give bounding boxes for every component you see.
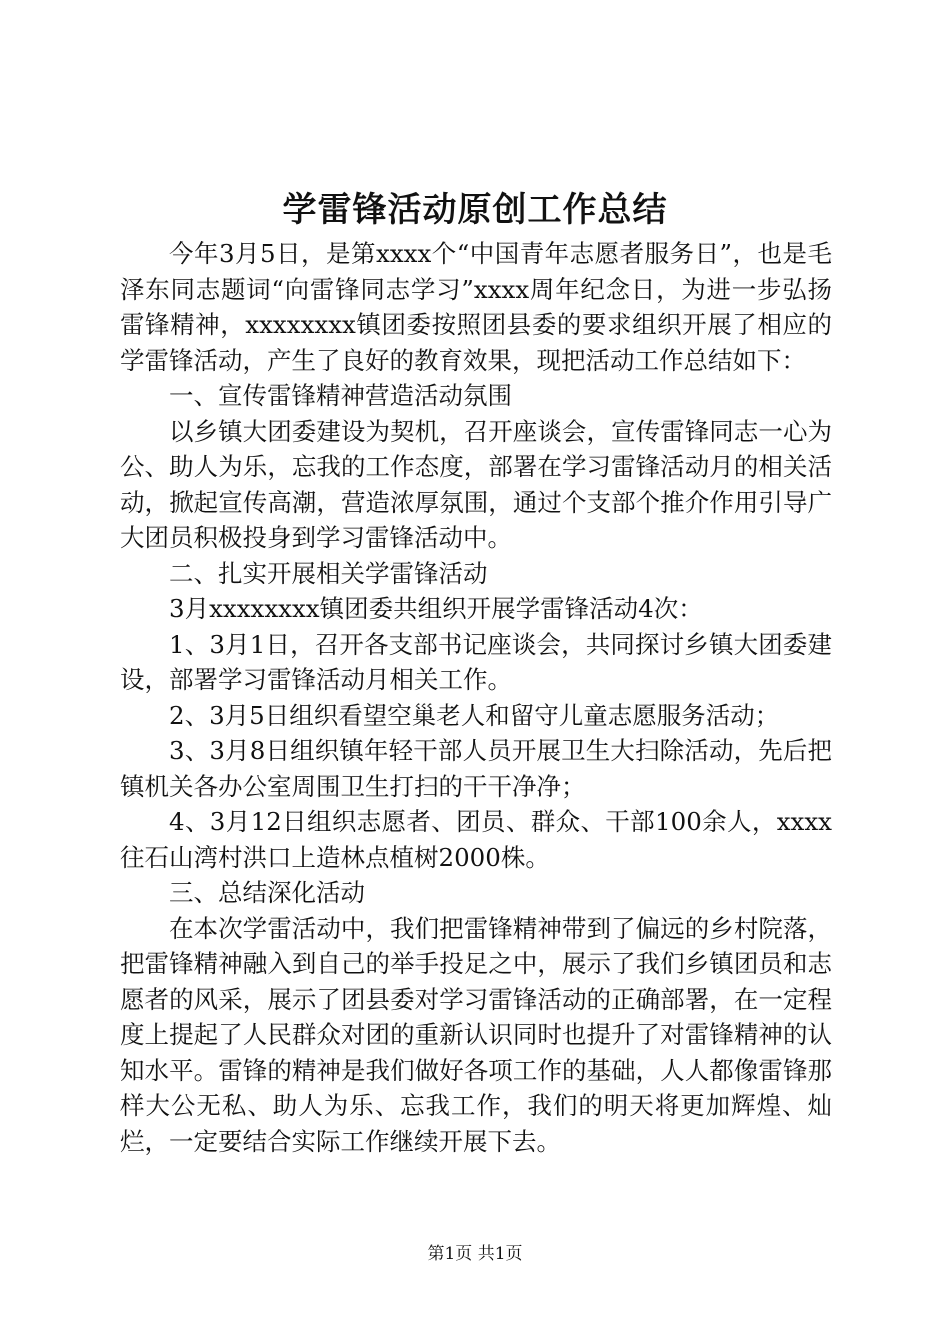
section-1-paragraph: 以乡镇大团委建设为契机，召开座谈会，宣传雷锋同志一心为公、助人为乐，忘我的工作态度，部署在学习雷锋活动月的相关活动，掀起宣传高潮，营造浓厚氛围，通过个支部个推介作用引导广大团员积极投身到学习雷锋活动中。 xyxy=(120,416,832,552)
activity-item-2: 2、3月5日组织看望空巢老人和留守儿童志愿服务活动； xyxy=(169,700,780,730)
section-heading-1: 一、宣传雷锋精神营造活动氛围 xyxy=(169,381,512,410)
section-2-intro: 3月xxxxxxxx镇团委共组织开展学雷锋活动4次： xyxy=(169,594,703,623)
conclusion-paragraph: 在本次学雷活动中，我们把雷锋精神带到了偏远的乡村院落，把雷锋精神融入到自己的举手投足之中，展示了我们乡镇团员和志愿者的风采，展示了团县委对学习雷锋活动的正确部署，在一定程度上提起了人民群众对团的重新认识同时也提升了对雷锋精神的认知水平。雷锋的精神是我们做好各项工作的基础，人人都像雷锋那样大公无私、助人为乐、忘我工作，我们的明天将更加辉煌、灿烂，一定要结合实际工作继续开展下去。 xyxy=(120,913,832,1156)
document-body xyxy=(120,236,832,1159)
section-heading-3: 三、总结深化活动 xyxy=(169,878,365,907)
activity-item-3: 3、3月8日组织镇年轻干部人员开展卫生大扫除活动，先后把镇机关各办公室周围卫生打扫的干干净净； xyxy=(120,736,832,801)
activity-item-4: 4、3月12日组织志愿者、团员、群众、干部100余人，xxxx往石山湾村洪口上造林点植树2000株。 xyxy=(120,807,832,872)
document-title: 学雷锋活动原创工作总结 xyxy=(282,190,668,230)
page-footer: 第1页 共1页 xyxy=(427,1244,523,1264)
section-heading-2: 二、扎实开展相关学雷锋活动 xyxy=(169,558,488,588)
intro-paragraph: 今年3月5日，是第xxxx个“中国青年志愿者服务日”，也是毛泽东同志题词“向雷锋同志学习”xxxx周年纪念日，为进一步弘扬雷锋精神，xxxxxxxx镇团委按照团县委的要求组织开展了相应的学雷锋活动，产生了良好的教育效果，现把活动工作总结如下： xyxy=(120,239,832,375)
activity-item-1: 1、3月1日，召开各支部书记座谈会，共同探讨乡镇大团委建设，部署学习雷锋活动月相关工作。 xyxy=(120,629,832,694)
